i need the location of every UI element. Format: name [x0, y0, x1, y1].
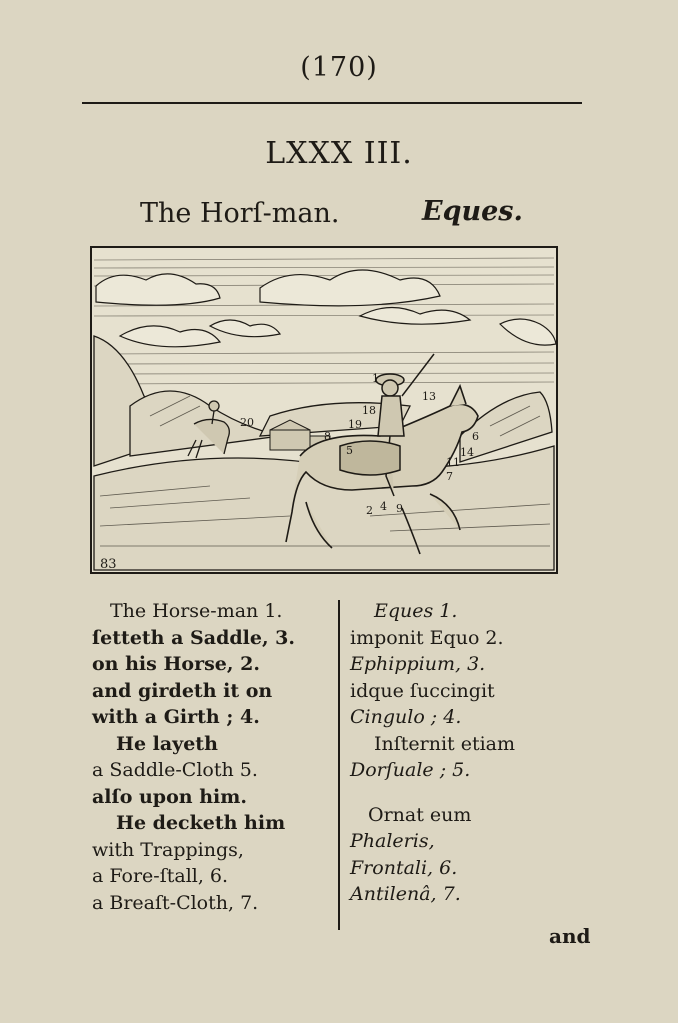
latin-line: Cingulo ; 4.: [350, 706, 462, 728]
latin-line: imponit Equo 2.: [350, 626, 504, 649]
figure-label-8: 8: [324, 430, 331, 443]
figure-label-5: 5: [346, 444, 353, 457]
figure-label-2: 2: [366, 504, 373, 517]
latin-column: [350, 598, 590, 908]
figure-label-4: 4: [380, 500, 387, 513]
figure-label-18: 18: [362, 404, 376, 417]
english-line: a Saddle-Cloth 5.: [92, 759, 258, 781]
figure-label-20: 20: [240, 416, 254, 429]
english-line: a Breaſt-Cloth, 7.: [92, 891, 259, 914]
english-line: a Fore-ſtall, 6.: [92, 865, 229, 887]
english-line: The Horse-man 1.: [110, 600, 283, 622]
woodcut-illustration: [90, 246, 558, 574]
figure-label-1: 1: [372, 372, 379, 385]
latin-line: Phaleris,: [350, 830, 435, 852]
header-rule: [82, 102, 582, 104]
english-line: with Trappings,: [92, 838, 244, 861]
latin-line: Ephippium, 3.: [350, 653, 486, 675]
latin-line: Ornat eum: [368, 803, 472, 826]
latin-line: idque ſuccingit: [350, 679, 495, 702]
figure-label-11: 11: [446, 456, 460, 469]
page-number: (170): [300, 52, 378, 83]
english-line: ſetteth a Saddle, 3.: [92, 626, 296, 649]
english-line: and girdeth it on: [92, 679, 273, 702]
english-line: on his Horse, 2.: [92, 653, 260, 675]
english-line: alſo upon him.: [92, 785, 247, 808]
title-english: The Horſ-man.: [140, 198, 340, 229]
figure-label-14: 14: [460, 446, 474, 459]
latin-line: Eques 1.: [374, 600, 458, 622]
figure-number: 83: [100, 557, 117, 572]
latin-line: Antilenâ, 7.: [350, 883, 461, 905]
english-line: He decketh him: [116, 812, 286, 834]
figure-label-13: 13: [422, 390, 436, 403]
english-line: He layeth: [116, 732, 218, 755]
english-line: with a Girth ; 4.: [92, 706, 260, 728]
figure-label-7: 7: [446, 470, 453, 483]
latin-line: Dorſuale ; 5.: [350, 759, 471, 781]
latin-line: Frontali, 6.: [350, 856, 458, 879]
chapter-heading: LXXX III.: [265, 136, 413, 171]
figure-label-19: 19: [348, 418, 362, 431]
stanza-gap: [350, 784, 590, 802]
title-latin: Eques.: [422, 196, 523, 227]
figure-label-9: 9: [396, 502, 403, 515]
english-column: [92, 598, 332, 916]
figure-label-6: 6: [472, 430, 479, 443]
catchword: and: [549, 924, 591, 948]
latin-line: Inſternit etiam: [374, 732, 516, 755]
column-divider: [338, 600, 340, 930]
